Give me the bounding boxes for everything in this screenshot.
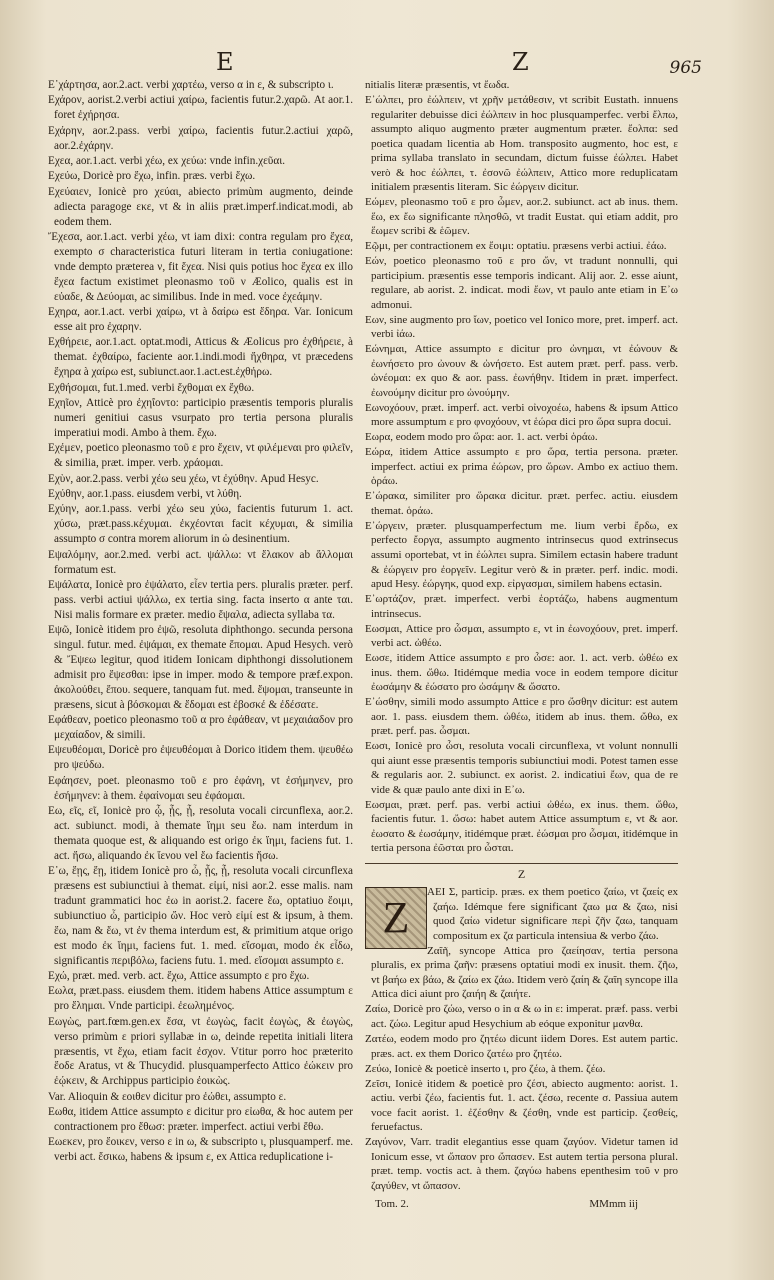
dictionary-entry: Εωνοχόουν, præt. imperf. act. verbi οἰνοχοέω, habens & ipsum Attico more assumptum ε pro φνοχόουν, vt ἑώρα dici pro ὥρα supra docui. xyxy=(365,401,678,429)
dictionary-entry: Εχεύαιεν, Ionicè pro χεύαι, abiecto primùm augmento, deinde adiecta paragoge εκε, vt & in aliis præt.imperf.indicat.modi, ab eodem them. xyxy=(48,185,353,228)
dictionary-entry: Ζεύω, Ionicè & poeticè inserto ι, pro ζέω, à them. ζέω. xyxy=(365,1062,606,1075)
dictionary-entry: Εωσμαι, præt. perf. pas. verbi actiui ὠθέω, ex inus. them. ὤθω, facientis futur. 1. ὤσω: habet autem Attice assumptum ε, vt & aor. ἐωσατο & ἐωσάμην, itidémque præt. ἐώσμαι pro ὦσμαι, itidémque in tertia persona ἐῶσται pro ὦσται. xyxy=(365,798,678,855)
dictionary-entry: Εώνημαι, Attice assumpto ε dicitur pro ὠνημαι, vt ἐώνουν & ἐωνήσετο pro ὠνουν & ὠνήσετο. Est autem præt. perf. pass. verb. ὠνέομαι: ex quo & aor. pass. ἐωνήθην. Itidem in præt. imperfect. ἐωνούμην dicitur pro ὠνούμην. xyxy=(365,343,678,399)
dictionary-entry: Ζεῖσι, Ionicè itidem & poeticè pro ζέσι, abiecto augmento: aorist. 1. actiu. verbi ζέω, facientis fut. 1. act. ζέσω, recente σ. Passiua autem voce facit aorist. 1. ἐζέσθην & ζέσθη, vnde est particip. ζεσθείς, feruefactus. xyxy=(365,1077,678,1134)
dictionary-entry: Εχώ, præt. med. verb. act. ἔχω, Attice assumpto ε pro ἔχω. xyxy=(48,969,310,982)
decorated-initial: Z xyxy=(365,887,427,949)
dictionary-entry: Εωσμαι, Attice pro ὦσμαι, assumpto ε, vt in ἐωνοχόουν, pret. imperf. verbi act. ὠθέω. xyxy=(365,622,678,650)
dictionary-entry: Ε᾽ώλπει, pro ἐώλπειν, vt χρῆν μετάθεσιν, vt scribit Eustath. innuens regulariter debuisse dici ἐώλπειν in hoc plusquamperfec. verbi ἔλπω, assumpto aliquo augmento præter augmentum præter. ἔολπα: sed poetica quadam licentia ab Hom. transposito augmento, hoc est, ε prima syllaba translato in secundam, dictum fuisse ἐώλπει. Habet verò & hoc ἐώλπει, τ. ἐσονῶ ἐώλπειν, Attico more reduplicatam initialem præsentis literam. Sic ἐώργειν dicitur. xyxy=(365,94,678,194)
dictionary-entry: Εχύην, aor.1.pass. verbi χέω seu χύω, facientis futurum 1. act. χύσω, præt.pass.κέχυμαι. ἐκχέονται facit κέχυμαι, & similia assumpto σ contra morem aliorum in ὠ desinentium. xyxy=(48,503,353,546)
dictionary-entry: Εχεύω, Doricè pro ἔχω, infin. præs. verbi ἔχω. xyxy=(48,170,256,183)
dictionary-entry: Εχεα, aor.1.act. verbi χέω, ex χεύω: vnde infin.χεῦαι. xyxy=(48,155,286,168)
dictionary-entry: Ε᾽ώργειν, præter. plusquamperfectum me. lium verbi ἔρδω, ex perfecto ἔοργα, assumpto augmento intrinsecus quod extrinsecus assumi oportebat, vt in ἐώλπει supra. Similem ectasin habere tradunt & ἐώργειν pro ἐοργεῖν. Legitur verò & in præter. perf. indic. modi. apud Hesy. ἐώργηκ, quod exp. εἰργασμαι, similem habens ectasin. xyxy=(365,519,678,591)
dictionary-entry: Ε᾽ω, ἕῃς, ἕῃ, itidem Ionicè pro ὦ, ᾖς, ᾖ, resoluta vocali circunflexa præsens est subiunctiui à themat. εἰμί, nisi aor.2. esse malis. nam tradunt grammatici hoc ἐω in aorist.2. facere ἔω, optatiuo ἕοιμι, subiunctiuo ὦ, participio ὤν. Hoc verò εἰμί est & ipsum, à them. ἕω, nam & ἕω, vt ἐν thema interdum est, & primitium atque origo est modo ἐκ ἵημι, faciens fut. 1. med. εἴσομαι, modo ἐκ εἶδω, significantis περιβόλω, faciens futu. 1. med. εἴσομαι assumpto ε. xyxy=(48,865,353,967)
dictionary-entry: Εών, poetico pleonasmo τοῦ ε pro ὤν, vt tradunt nonnulli, qui participium. præsentis esse temporis indicant. Alij aor. 2. esse aiunt, regulare, ab aorist. 2. indicat. modi ἔων, vt paulo ante etiam in Ε᾽ω admonui. xyxy=(365,255,678,311)
dictionary-entry: Ε᾽ωρτάζον, præt. imperfect. verbi ἑορτάζω, habens augmentum intrinsecus. xyxy=(365,593,678,620)
dictionary-entry: Εωγὼς, part.fœm.gen.ex ἔσα, vt ἐωγὼς, facit ἐωγὼς, & ἐωγὼς, verso primùm ε priori syllabæ in ω, deinde repetita initiali litera præsentis, vt ἔχω, etiam facit ἐσχον. Vtitur porro hoc præterito ἔοδε Aratus, vt & Thucydid. plusquamperfecto Attico ἐώκειν pro ἐῴκειν, & Archippus participio ἐοικὼς. xyxy=(48,1015,353,1088)
dictionary-entry: Εψαλόμην, aor.2.med. verbi act. ψάλλω: vt ἔλακον ab ἄλλομαι formatum est. xyxy=(48,548,353,576)
dictionary-entry: Εωθα, itidem Attice assumpto ε dicitur pro εἰωθα, & hoc autem per contractionem pro ἔθωσ: præter. imperfect. actiui verbi ἔθω. xyxy=(48,1106,353,1134)
dictionary-entry: Εχὺν, aor.2.pass. verbi χέω seu χέω, vt ἐχύθην. Apud Hesyc. xyxy=(48,472,319,485)
dictionary-entry: Εφάθεαν, poetico pleonasmo τοῦ α pro ἐφάθεαν, vt μεχαιάαδον pro μεχαίαδον, & simili. xyxy=(48,714,353,741)
page-number: 965 xyxy=(669,58,702,78)
dictionary-entry: Εῷμι, per contractionem ex ἔοιμι: optatiu. præsens verbi actiui. ἐάω. xyxy=(365,240,667,253)
dictionary-entry: Ζαῖῆ, syncope Attica pro ζαείησαν, tertia persona pluralis, ex prima ζαῆν: præsens optatiui modi ex inusit. them. ζῆω, vt βαήω ex βάω, & ζαίω ex ζάω. Itidem verò ζαίη & ζαῖη syncope illa Attica dici aiunt pro ζαιήη & ζαιήτε. xyxy=(371,944,678,1001)
dictionary-entry: Εχέμεν, poetico pleonasmo τοῦ ε pro ἔχειν, vt φιλέμεναι pro φιλεῖν, & similia, præt. imper. verb. χράομαι. xyxy=(48,442,353,470)
dictionary-entry: Εωρα, eodem modo pro ὥρα: aor. 1. act. verbi ὁράω. xyxy=(365,431,598,444)
section-divider xyxy=(365,863,678,864)
dictionary-entry: Ε᾽ώσθην, simili modo assumpto Attice ε pro ὤσθην dicitur: est autem aor. 1. pass. eiusdem them. ὠθέω, itidem ab inus. them. ὤθω, ex præt. perf. pas. ὦσμαι. xyxy=(365,696,678,738)
footer-signature: MMmm iij xyxy=(589,1198,638,1211)
right-column xyxy=(365,78,678,1212)
dictionary-entry: Ζαγύνον, Varr. tradit elegantius esse quam ζαγύον. Videtur tamen id Ionicum esse, vt ὤπαον pro ὤπασεν. Est autem tertia persona plural. præt. temp. voctis act. à them. ζαγύω habens epenthesim τοῦ ν pro ζαγύθεν, vt ὤπασον. xyxy=(365,1136,678,1192)
dictionary-entry: Ζαίω, Doricè pro ζώω, verso ο in α & ω in ε: imperat. præf. pass. verbi act. ζώω. Legitur apud Hesychium ab eóque exponitur μανθα. xyxy=(365,1003,678,1030)
section-letter: Z xyxy=(517,866,526,881)
dictionary-entry: Εω, εῖς, εῖ, Ionicè pro ᾦ, ᾖς, ᾖ, resoluta vocali circunflexa, aor.2. act. subiunct. modi, à themate ἵημι seu ἕω. nam interdum in themata quoque est, & aliquando est origo ἐκ ἵημι, faciens fut. 1. act. ἥσω, aliquando ἐκ ἵενου vel ἕω facientis ἥσω. xyxy=(48,805,353,862)
dictionary-entry: Εώρα, itidem Attice assumpto ε pro ὥρα, tertia persona. præter. imperfect. actiui ex prima ἐώρων, pro ὥρων. Ambo ex actiuo them. ὁράω. xyxy=(365,446,678,488)
z-section xyxy=(365,885,678,1193)
running-head-right-letter: Z xyxy=(512,48,530,76)
dictionary-entry: Ε᾽χάρτησα, aor.2.act. verbi χαρτέω, verso α in ε, & subscripto ι. xyxy=(48,79,334,91)
page-footer xyxy=(365,1197,678,1212)
dictionary-entry: Var. Alioquin & εοιθεν dicitur pro ἐώθει, assumpto ε. xyxy=(48,1090,287,1103)
dictionary-entry: Εωσι, Ionicè pro ὦσι, resoluta vocali circunflexa, vt volunt nonnulli qui aiunt esse præsentis temporis subiunctiui modi. Potest tamen esse & regularis aor. 2. subiunct. ex aorist. 2. indicatiui ἔων, qua de re vide & quæ paulo ante dixi in Ε᾽ω. xyxy=(365,740,678,796)
dictionary-entry: Εωεκεν, pro ἔοικεν, verso ε in ω, & subscripto ι, plusquamperf. me. verbi act. ἔσικω, habens & ipsum ε, ex Attica reduplicatione i- xyxy=(48,1136,353,1164)
dictionary-entry: Εώμεν, pleonasmo τοῦ ε pro ὦμεν, aor.2. subiunct. act ab inus. them. ἕω, ex ἔω significante πλησθῶ, vt tradit Eustat. qui etiam addit, pro ἕωμεν scribi & ἑῶμεν. xyxy=(365,196,678,238)
dictionary-entry: Εψῶ, Ionicè itidem pro ἐψῶ, resoluta diphthongo. secunda persona singul. futur. med. ἐψάμαι, ex themate ἕπομαι. Apud Hesych. verò & Ἔψεω legitur, quod itidem Ionicam diphthongi dissolutionem admisit pro ἕψεσθαι: ipse in imper. modo & tempore præf.expon. ἀκολούθει, ἕπου. sequere, tanquam fut. med. ἕψομαι, transeunte in præsens, sicut à βόσκομαι & ἕδομαι est ἐβοσκέ & ἐδέσατε. xyxy=(48,624,353,711)
dictionary-entry: Ζατέω, eodem modo pro ζητέω dicunt iidem Dores. Est autem partic. præs. act. ex them Dorico ζατέω pro ζητέω. xyxy=(365,1033,678,1060)
right-column-entries xyxy=(365,78,678,856)
dictionary-entry: Ἔχεσα, aor.1.act. verbi χέω, vt iam dixi: contra regulam pro ἔχεα, exempto σ characteristica futuri literam in tertia coniugatione: vnde dempto præterea ν, fit ἔχεα. Nisi quis potius hoc ἔχεα ex illo ἔχεα factum existimet pleonasmo τοῦ ν Æolico, qualis est in εὐαδε, & Δεύομαι, ac similibus. Inde in med. voce ἐχεάμην. xyxy=(48,231,353,303)
dictionary-entry: Εων, sine augmento pro ἴων, poetico vel Ionico more, pret. imperf. act. verbi ἰάω. xyxy=(365,313,678,341)
dictionary-entry: Εχθήσομαι, fut.1.med. verbi ἔχθομαι ex ἔχθω. xyxy=(48,381,255,394)
dictionary-entry: Εχθήρειε, aor.1.act. optat.modi, Atticus & Æolicus pro ἐχθήρειε, à themat. ἐχθαίρω, faciente aor.1.indi.modi ἤχθηρα, vt præcedens ἔχηρα à χαίρω est, subiunct.aor.1.act.est.ἐχθήρω. xyxy=(48,336,353,379)
dictionary-entry: Εχάρην, aor.2.pass. verbi χαίρω, facientis futur.2.actiui χαρῶ, aor.2.ἐχάρην. xyxy=(48,124,353,152)
left-column xyxy=(48,78,353,1165)
dictionary-entry: nitialis literæ præsentis, vt ἔωδα. xyxy=(365,79,510,91)
dictionary-entry: Εχύθην, aor.1.pass. eiusdem verbi, vt λύθη. xyxy=(48,487,242,500)
dictionary-entry: Εχηρα, aor.1.act. verbi χαίρω, vt à δαίρω est ἔδηρα. Var. Ionicum esse ait pro ἐχαρην. xyxy=(48,306,353,333)
dictionary-entry: Ε᾽ώρακα, similiter pro ὥρακα dicitur. præt. perfec. actiu. eiusdem themat. ὁράω. xyxy=(365,490,678,517)
dictionary-entry: Εωλα, præt.pass. eiusdem them. itidem habens Attice assumptum ε pro ἔλημαι. Vnde participi. ἐεωλημένος. xyxy=(48,985,353,1013)
running-head-left-letter: E xyxy=(216,48,235,76)
dictionary-entry: Εφάησεν, poet. pleonasmo τοῦ ε pro ἐφάνη, vt ἐσήμηνεν, pro ἐσήμηνεν: à them. ἐφαίνομαι seu ἐφάομαι. xyxy=(48,774,353,802)
dictionary-entry: ΑΕΙ Σ, particip. præs. ex them poetico ζαίω, vt ζαείς ex ζαήω. Idémque fere significant ζαω μα & ζαω, nisi quod ζαίω videtur significare περὶ ζῆν ζαω, tanquam compositum ex ζα particula intensiua & verbo ζάω. xyxy=(427,886,678,942)
dictionary-entry: Εωσε, itidem Attice assumpto ε pro ὦσε: aor. 1. act. verb. ὠθέω ex inus. them. ὤθω. Itidémque media voce in eodem tempore dicitur ἐωσάμην & ἐώσατο pro ὠσάμην & ὤσατο. xyxy=(365,652,678,694)
dictionary-entry: Εχηῖον, Atticè pro ἐχηΐοντο: participio præsentis temporis pluralis numeri genitiui casus vsurpato pro tertia persona pluralis imperatiui modi. Ambo à them. ἔχω. xyxy=(48,397,353,439)
dictionary-entry: Εψάλατα, Ionicè pro ἐψάλατο, εἶεν tertia pers. pluralis præter. perf. pass. verbi actiui ψάλλω, ex tertia sing. facta inserto α ante ται. Nisi malis formare ex præter. medio ἔψαλα, adiecta syllaba τα. xyxy=(48,578,353,621)
dictionary-entry: Εψευθέομαι, Doricè pro ἐψευθέομαι à Dorico itidem them. ψευθέω pro ψεύδω. xyxy=(48,744,353,772)
footer-volume: Tom. 2. xyxy=(375,1198,409,1211)
dictionary-entry: Εχάρον, aorist.2.verbi actiui χαίρω, facientis futur.2.χαρῶ. At aor.1. foret ἐχήρησα. xyxy=(48,94,353,122)
